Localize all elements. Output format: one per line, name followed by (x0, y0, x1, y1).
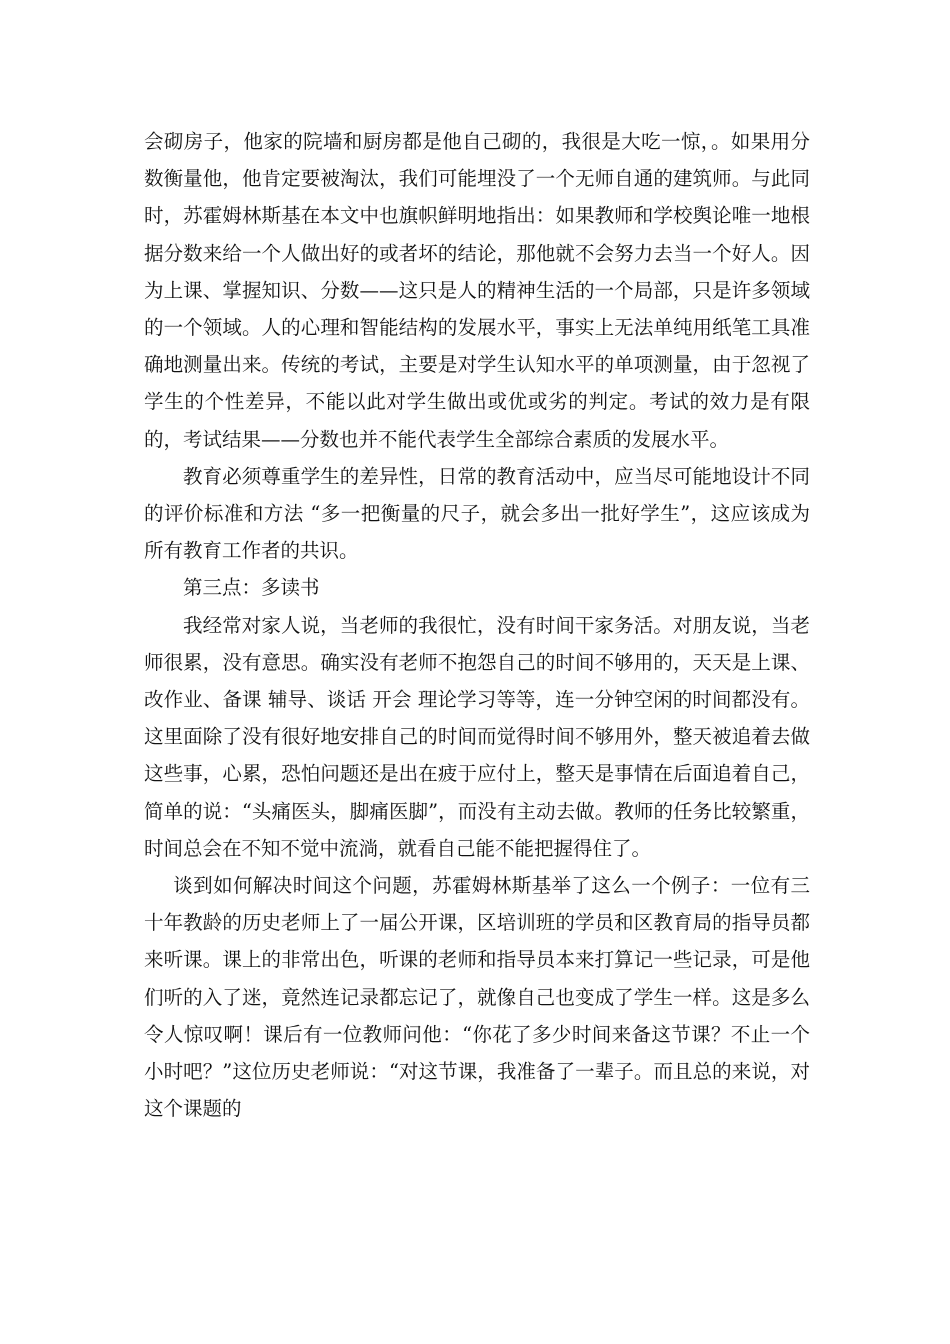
paragraph-history-teacher-example: 谈到如何解决时间这个问题，苏霍姆林斯基举了这么一个例子：一位有三十年教龄的历史老师上了一届公开课，区培训班的学员和区教育局的指导员都来听课。课上的非常出色，听课的老师和指导员本来打算记一些记录，可是他们听的入了迷，竟然连记录都忘记了，就像自己也变成了学生一样。这是多么令人惊叹啊！课后有一位教师问他：“你花了多少时间来备这节课？不止一个小时吧？”这位历史老师说：“对这节课，我准备了一辈子。而且总的来说，对这个课题的 (144, 874, 810, 1121)
section-heading-read-more: 第三点：多读书 (183, 576, 320, 600)
paragraph-respect-differences: 教育必须尊重学生的差异性，日常的教育活动中，应当尽可能地设计不同的评价标准和方法 “多一把衡量的尺子，就会多出一批好学生”，这应该成为所有教育工作者的共识。 (144, 464, 810, 563)
paragraph-score-evaluation: 会砌房子，他家的院墙和厨房都是他自己砌的，我很是大吃一惊，。如果用分数衡量他，他肯定要被淘汰，我们可能埋没了一个无师自通的建筑师。与此同时，苏霍姆林斯基在本文中也旗帜鲜明地指出：如果教师和学校舆论唯一地根据分数来给一个人做出好的或者坏的结论，那他就不会努力去当一个好人。因为上课、掌握知识、分数——这只是人的精神生活的一个局部，只是许多领域的一个领域。人的心理和智能结构的发展水平，事实上无法单纯用纸笔工具准确地测量出来。传统的考试，主要是对学生认知水平的单项测量，由于忽视了学生的个性差异，不能以此对学生做出或优或劣的判定。考试的效力是有限的，考试结果——分数也并不能代表学生全部综合素质的发展水平。 (144, 130, 810, 451)
paragraph-teacher-busy: 我经常对家人说，当老师的我很忙，没有时间干家务活。对朋友说，当老师很累，没有意思。确实没有老师不抱怨自己的时间不够用的，天天是上课、改作业、备课 辅导、谈话 开会 理论学习等等，连一分钟空闲的时间都没有。这里面除了没有很好地安排自己的时间而觉得时间不够用外，整天被追着去做这些事，心累，恐怕问题还是出在疲于应付上，整天是事情在后面追着自己，简单的说：“头痛医头，脚痛医脚”，而没有主动去做。教师的任务比较繁重，时间总会在不知不觉中流淌，就看自己能不能把握得住了。 (144, 613, 810, 860)
document-body (144, 123, 810, 1127)
